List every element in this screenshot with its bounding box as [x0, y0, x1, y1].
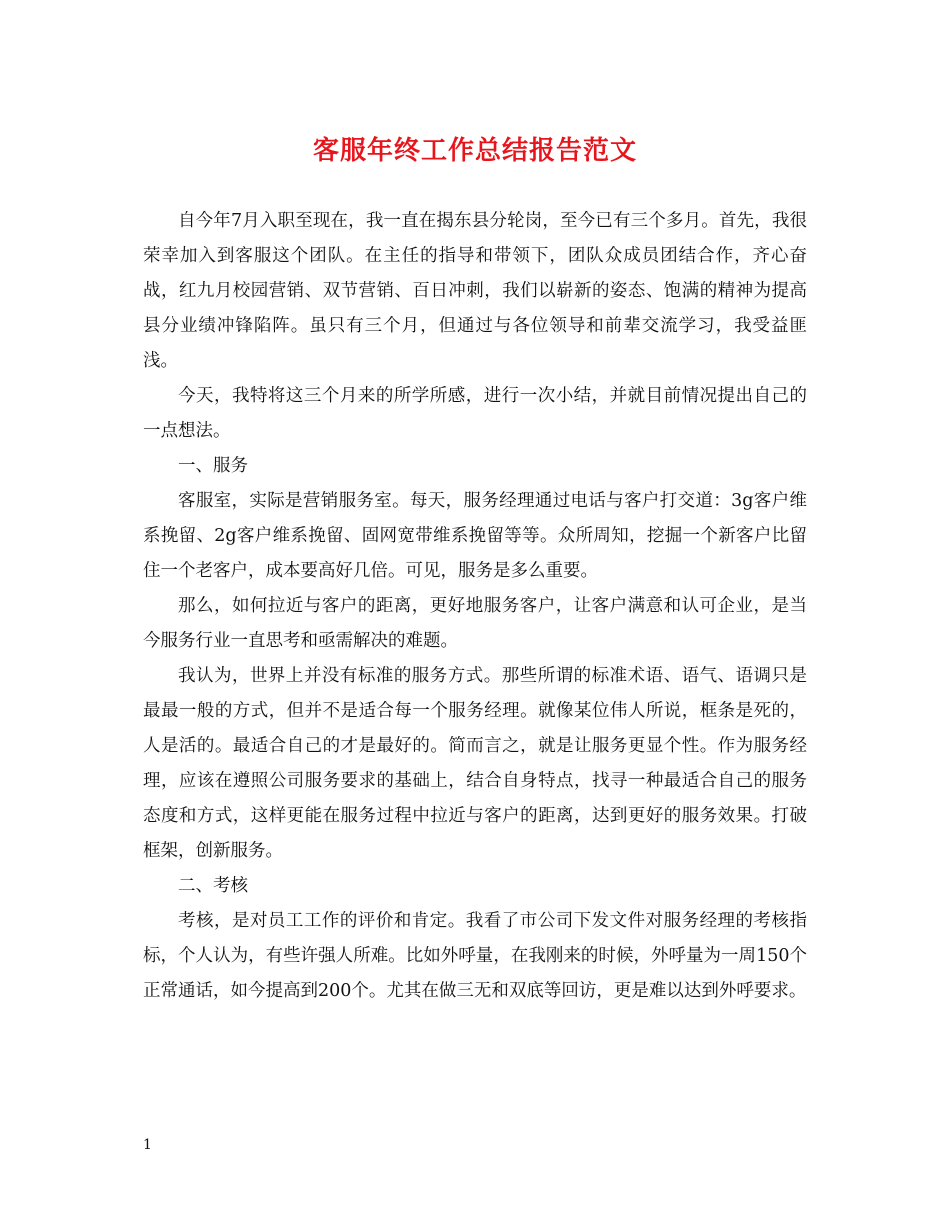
section-heading: 二、考核 [178, 876, 248, 896]
paragraph: 自今年7月入职至现在，我一直在揭东县分轮岗，至今已有三个多月。首先，我很荣幸加入到客服这个团队。在主任的指导和带领下，团队众成员团结合作，齐心奋战，红九月校园营销、双节营销、百日冲刺，我们以崭新的姿态、饱满的精神为提高县分业绩冲锋陷阵。虽只有三个月，但通过与各位领导和前辈交流学习，我受益匪浅。 [143, 211, 807, 371]
document-body [143, 204, 807, 1009]
document-title: 客服年终工作总结报告范文 [312, 136, 637, 166]
section-heading: 一、服务 [178, 456, 248, 476]
paragraph: 那么，如何拉近与客户的距离，更好地服务客户，让客户满意和认可企业，是当今服务行业一直思考和亟需解决的难题。 [143, 596, 807, 651]
paragraph: 考核，是对员工工作的评价和肯定。我看了市公司下发文件对服务经理的考核指标，个人认为，有些许强人所难。比如外呼量，在我刚来的时候，外呼量为一周150个正常通话，如今提高到200个。尤其在做三无和双底等回访，更是难以达到外呼要求。 [143, 911, 807, 1001]
paragraph: 我认为，世界上并没有标准的服务方式。那些所谓的标准术语、语气、语调只是最最一般的方式，但并不是适合每一个服务经理。就像某位伟人所说，框条是死的，人是活的。最适合自己的才是最好的。简而言之，就是让服务更显个性。作为服务经理，应该在遵照公司服务要求的基础上，结合自身特点，找寻一种最适合自己的服务态度和方式，这样更能在服务过程中拉近与客户的距离，达到更好的服务效果。打破框架，创新服务。 [143, 666, 807, 861]
paragraph: 今天，我特将这三个月来的所学所感，进行一次小结，并就目前情况提出自己的一点想法。 [143, 386, 807, 441]
page-number: 1 [143, 1137, 152, 1153]
paragraph: 客服室，实际是营销服务室。每天，服务经理通过电话与客户打交道：3g客户维系挽留、2g客户维系挽留、固网宽带维系挽留等等。众所周知，挖掘一个新客户比留住一个老客户，成本要高好几倍。可见，服务是多么重要。 [143, 491, 807, 581]
